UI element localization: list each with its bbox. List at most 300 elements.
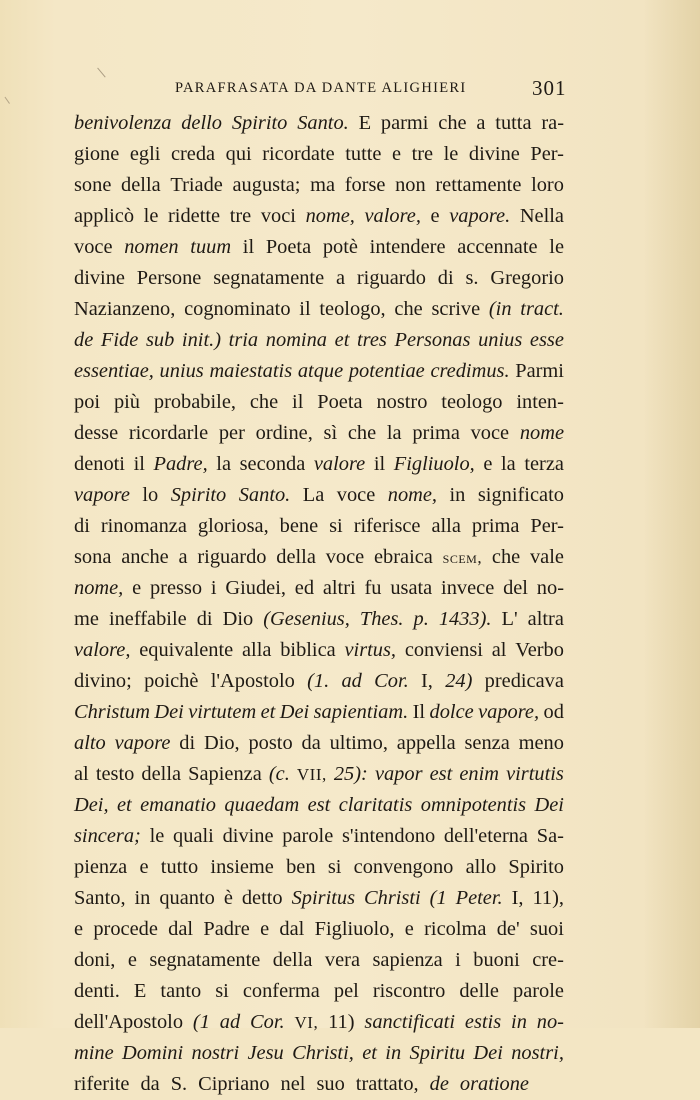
word: nome, — [305, 205, 355, 227]
page-number: 301 — [532, 76, 567, 100]
word: 11) — [328, 1011, 355, 1033]
word: Giudei, — [225, 577, 286, 599]
word: Dei — [473, 1042, 503, 1064]
word: ineffabile — [108, 608, 187, 630]
text-line — [74, 356, 564, 387]
word: Padre — [203, 918, 250, 940]
word: atque — [297, 360, 344, 382]
word: ricolma — [424, 918, 487, 940]
word: sanctificati — [364, 1011, 456, 1033]
text-line — [74, 883, 564, 914]
word: che — [491, 546, 521, 568]
word: (c. — [268, 763, 290, 785]
text-line — [74, 635, 564, 666]
word: vapore, — [478, 701, 540, 723]
word: S. — [170, 1073, 188, 1095]
running-title: PARAFRASATA DA DANTE ALIGHIERI — [175, 80, 467, 96]
word: qui — [225, 143, 252, 165]
word: I, — [421, 670, 433, 692]
word: Christi — [364, 887, 421, 909]
word: Verbo — [515, 639, 564, 661]
word: valore, — [364, 205, 421, 227]
word: Sapienza — [188, 763, 262, 785]
word: da — [301, 732, 321, 754]
word: e — [132, 577, 142, 599]
word: emanatio — [140, 794, 216, 816]
word: de — [74, 329, 94, 351]
word: in — [449, 484, 466, 506]
word: quanto — [159, 887, 215, 909]
word: L' — [501, 608, 518, 630]
word: nostri, — [511, 1042, 564, 1064]
word: valore, — [74, 639, 131, 661]
word: virtutem — [188, 701, 257, 723]
word: voce — [325, 546, 365, 568]
word: sapienza — [372, 949, 443, 971]
word: procede — [93, 918, 158, 940]
word: claritatis — [338, 794, 413, 816]
word: ra- — [541, 112, 564, 134]
word: et — [116, 794, 132, 816]
word: et — [260, 701, 276, 723]
word: parole — [282, 825, 334, 847]
word: alla — [241, 639, 272, 661]
text-line — [74, 914, 564, 945]
word: nomina — [265, 329, 327, 351]
word: predicava — [484, 670, 564, 692]
word: Sa- — [536, 825, 564, 847]
word: me — [74, 608, 99, 630]
word: voce — [74, 236, 113, 258]
word: del — [503, 577, 528, 599]
word: tract. — [520, 298, 564, 320]
word: per — [218, 422, 245, 444]
word: delle — [459, 980, 499, 1002]
text-line — [74, 945, 564, 976]
word: mine — [74, 1042, 114, 1064]
word: della — [276, 546, 316, 568]
text-line — [74, 263, 564, 294]
word: de' — [496, 918, 520, 940]
word: tre — [229, 205, 252, 227]
word: e — [260, 918, 270, 940]
word: nome, — [387, 484, 438, 506]
word: creda — [170, 143, 216, 165]
word: che — [438, 112, 467, 134]
word: non — [395, 174, 426, 196]
word: posto — [248, 732, 293, 754]
word: di — [179, 732, 196, 754]
word: le — [143, 205, 159, 227]
word: La — [302, 484, 325, 506]
word: Gregorio — [490, 267, 564, 289]
word: rettamente — [435, 174, 522, 196]
word: e — [483, 453, 493, 475]
word: riscontro — [372, 980, 446, 1002]
word: probabile, — [153, 391, 236, 413]
word: e — [139, 856, 149, 878]
word: tuum — [190, 236, 232, 258]
word: meno — [518, 732, 564, 754]
word: quali — [173, 825, 214, 847]
word: Poeta — [265, 236, 312, 258]
word: parmi — [380, 112, 429, 134]
word: vapore — [74, 484, 130, 506]
word: convengono — [353, 856, 454, 878]
word: più — [113, 391, 140, 413]
word: gloriosa, — [197, 515, 269, 537]
word: Cipriano — [198, 1073, 270, 1095]
word: il — [242, 236, 255, 258]
word: al — [491, 639, 507, 661]
word: in — [134, 887, 151, 909]
word: inten- — [516, 391, 564, 413]
page-edge-shadow — [640, 0, 700, 1028]
word: esse — [529, 329, 564, 351]
word: Personas — [394, 329, 471, 351]
word: senza — [464, 732, 510, 754]
word: 1433). — [438, 608, 492, 630]
text-line — [74, 1038, 564, 1069]
word: alla — [431, 515, 461, 537]
word: et — [334, 329, 350, 351]
word: tutto — [160, 856, 199, 878]
word: la — [386, 422, 402, 444]
word: virtutis — [506, 763, 564, 785]
word: della — [141, 763, 182, 785]
word: Per- — [530, 515, 564, 537]
word: no- — [536, 1011, 564, 1033]
word: ebraica — [374, 546, 433, 568]
word: cre- — [532, 949, 564, 971]
word: segnatamente — [213, 267, 325, 289]
text-line — [74, 852, 564, 883]
text-line — [74, 728, 564, 759]
word: divine — [222, 825, 274, 847]
word: nostro — [376, 391, 428, 413]
word: bene — [279, 515, 319, 537]
word: ed — [294, 577, 315, 599]
text-line — [74, 790, 564, 821]
word: anche — [121, 546, 169, 568]
text-line — [74, 759, 564, 790]
text-line — [74, 449, 564, 480]
word: riguardo — [356, 267, 426, 289]
word: poi — [74, 391, 101, 413]
word: voce — [470, 422, 510, 444]
word: od — [543, 701, 564, 723]
word: tres — [357, 329, 387, 351]
word: le — [549, 236, 564, 258]
word: valore — [313, 453, 366, 475]
word: I, — [511, 887, 524, 909]
word: omnipotentis — [420, 794, 527, 816]
text-line — [74, 1007, 564, 1038]
word: il — [292, 391, 304, 413]
word: Cor. — [250, 1011, 285, 1033]
word: sapientiam. — [313, 701, 409, 723]
word: Figliuolo, — [393, 453, 475, 475]
word: e — [74, 918, 84, 940]
word: sub — [145, 329, 175, 351]
word: Santo, — [74, 887, 126, 909]
word: divine — [468, 143, 520, 165]
word: nome, — [74, 577, 124, 599]
word: loro — [531, 174, 564, 196]
word: e — [127, 949, 137, 971]
word: si — [329, 515, 343, 537]
word: virtus, — [344, 639, 397, 661]
word: tanto — [160, 980, 202, 1002]
word: Spirito — [231, 112, 288, 134]
word: dello — [181, 112, 223, 134]
word: che — [347, 422, 377, 444]
word: Nella — [519, 205, 564, 227]
word: poichè — [144, 670, 199, 692]
word: augusta; — [232, 174, 301, 196]
word: a — [178, 546, 188, 568]
word: 11), — [532, 887, 564, 909]
word: in — [385, 1042, 402, 1064]
word: desse — [74, 422, 119, 444]
word: nome — [519, 422, 564, 444]
text-line — [74, 232, 564, 263]
word: de — [429, 1073, 449, 1095]
word: Thes. — [359, 608, 404, 630]
word: che — [249, 391, 279, 413]
word: è — [223, 887, 233, 909]
text-line — [74, 542, 564, 573]
word: no- — [536, 577, 564, 599]
word: s'intendono — [342, 825, 436, 847]
text-line — [74, 604, 564, 635]
text-line — [74, 573, 564, 604]
word: la — [501, 453, 516, 475]
word: ad — [341, 670, 362, 692]
text-line — [74, 201, 564, 232]
word: Nazianzeno, — [74, 298, 176, 320]
word: invece — [441, 577, 495, 599]
word: i — [455, 949, 461, 971]
word: Christi, — [292, 1042, 354, 1064]
word: ricordate — [262, 143, 335, 165]
word: Dei — [154, 701, 184, 723]
word: Figliuolo, — [314, 918, 395, 940]
word: a — [476, 112, 486, 134]
word: tutta — [495, 112, 532, 134]
word: riguardo — [197, 546, 267, 568]
word: 24) — [445, 670, 473, 692]
word: e — [430, 205, 440, 227]
word: doni, — [74, 949, 116, 971]
word: potentiae — [348, 360, 425, 382]
word: accennate — [457, 236, 538, 258]
word: l'Apostolo — [210, 670, 295, 692]
word: ricordarle — [128, 422, 209, 444]
word: init.) — [181, 329, 222, 351]
word: rinomanza — [100, 515, 187, 537]
text-line — [74, 511, 564, 542]
word: ad — [219, 1011, 241, 1033]
word: alto — [74, 732, 106, 754]
text-line — [74, 325, 564, 356]
word: il — [373, 453, 386, 475]
word: e — [391, 143, 402, 165]
word: suoi — [529, 918, 564, 940]
word: scrive — [431, 298, 481, 320]
word: Triade — [170, 174, 223, 196]
word: scem, — [442, 548, 483, 567]
word: della — [272, 949, 313, 971]
word: suo — [316, 1073, 345, 1095]
word: 25): — [333, 763, 368, 785]
word: sona — [74, 546, 112, 568]
page-header — [0, 76, 700, 100]
word: dell'eterna — [443, 825, 528, 847]
word: riferite — [74, 1073, 130, 1095]
word: Persone — [136, 267, 202, 289]
word: est — [307, 794, 331, 816]
word: trattato, — [355, 1073, 419, 1095]
word: (Gesenius, — [263, 608, 350, 630]
word: Parmi — [515, 360, 564, 382]
word: Poeta — [317, 391, 363, 413]
word: divine — [74, 267, 125, 289]
word: tria — [228, 329, 259, 351]
text-line — [74, 480, 564, 511]
word: dal — [168, 918, 194, 940]
word: Fide — [100, 329, 139, 351]
word: Spiritus — [291, 887, 356, 909]
word: allo — [465, 856, 497, 878]
word: Dei, — [74, 794, 109, 816]
word: tre — [411, 143, 434, 165]
word: et — [362, 1042, 377, 1064]
word: unius — [159, 360, 204, 382]
word: biblica — [280, 639, 336, 661]
word: detto — [241, 887, 283, 909]
word: Dei — [534, 794, 564, 816]
word: Dio, — [203, 732, 240, 754]
text-line — [74, 108, 564, 139]
word: maiestatis — [209, 360, 293, 382]
word: s. — [465, 267, 479, 289]
word: VI, — [294, 1013, 319, 1032]
word: voci — [260, 205, 296, 227]
word: nostri — [191, 1042, 240, 1064]
word: Peter. — [455, 887, 503, 909]
word: benivolenza — [74, 112, 172, 134]
word: Cor. — [374, 670, 409, 692]
word: gione — [74, 143, 120, 165]
word: dell'Apostolo — [74, 1011, 184, 1033]
text-line — [74, 821, 564, 852]
word: seconda — [239, 453, 306, 475]
word: conferma — [242, 980, 320, 1002]
word: di — [74, 515, 90, 537]
word: enim — [459, 763, 499, 785]
word: Dio — [222, 608, 254, 630]
text-line — [74, 170, 564, 201]
text-line — [74, 666, 564, 697]
word: vapor — [374, 763, 423, 785]
word: tutte — [345, 143, 382, 165]
word: da — [140, 1073, 160, 1095]
word: ridette — [168, 205, 221, 227]
word: al — [74, 763, 89, 785]
word: (1 — [429, 887, 447, 909]
word: teologo, — [319, 298, 386, 320]
text-line — [74, 294, 564, 325]
word: significato — [477, 484, 564, 506]
word: unius — [478, 329, 523, 351]
word: fu — [364, 577, 382, 599]
word: estis — [464, 1011, 502, 1033]
word: e — [404, 918, 414, 940]
word: di — [196, 608, 213, 630]
text-line — [74, 139, 564, 170]
word: segnatamente — [149, 949, 261, 971]
word: ultimo, — [329, 732, 388, 754]
word: della — [121, 174, 161, 196]
word: altri — [322, 577, 356, 599]
word: terza — [524, 453, 564, 475]
word: ordine, — [255, 422, 313, 444]
word: di — [437, 267, 454, 289]
word: le — [443, 143, 459, 165]
word: credimus. — [430, 360, 510, 382]
word: Jesu — [247, 1042, 284, 1064]
word: sì — [323, 422, 338, 444]
word: altra — [527, 608, 564, 630]
word: il — [133, 453, 145, 475]
word: denoti — [74, 453, 125, 475]
word: quaedam — [224, 794, 300, 816]
word: Il — [412, 701, 426, 723]
word: Per- — [530, 143, 564, 165]
word: usata — [390, 577, 433, 599]
word: Spirito — [170, 484, 227, 506]
word: vale — [529, 546, 564, 568]
text-line — [74, 1069, 564, 1100]
word: sincera; — [74, 825, 141, 847]
word: lo — [142, 484, 159, 506]
word: la — [216, 453, 231, 475]
word: (in — [488, 298, 512, 320]
word: Padre, — [153, 453, 208, 475]
word: teologo — [441, 391, 503, 413]
word: insieme — [210, 856, 274, 878]
word: Domini — [122, 1042, 184, 1064]
word: voce — [336, 484, 376, 506]
word: nomen — [124, 236, 179, 258]
word: in — [511, 1011, 527, 1033]
word: le — [149, 825, 165, 847]
word: Santo. — [238, 484, 291, 506]
word: che — [394, 298, 423, 320]
word: ben — [286, 856, 316, 878]
word: dal — [279, 918, 305, 940]
text-line — [74, 387, 564, 418]
word: si — [215, 980, 229, 1002]
word: E — [358, 112, 372, 134]
word: (1 — [192, 1011, 210, 1033]
word: Santo. — [297, 112, 349, 134]
word: est — [429, 763, 453, 785]
word: vapore. — [449, 205, 511, 227]
word: Dei — [279, 701, 310, 723]
word: parole — [513, 980, 564, 1002]
